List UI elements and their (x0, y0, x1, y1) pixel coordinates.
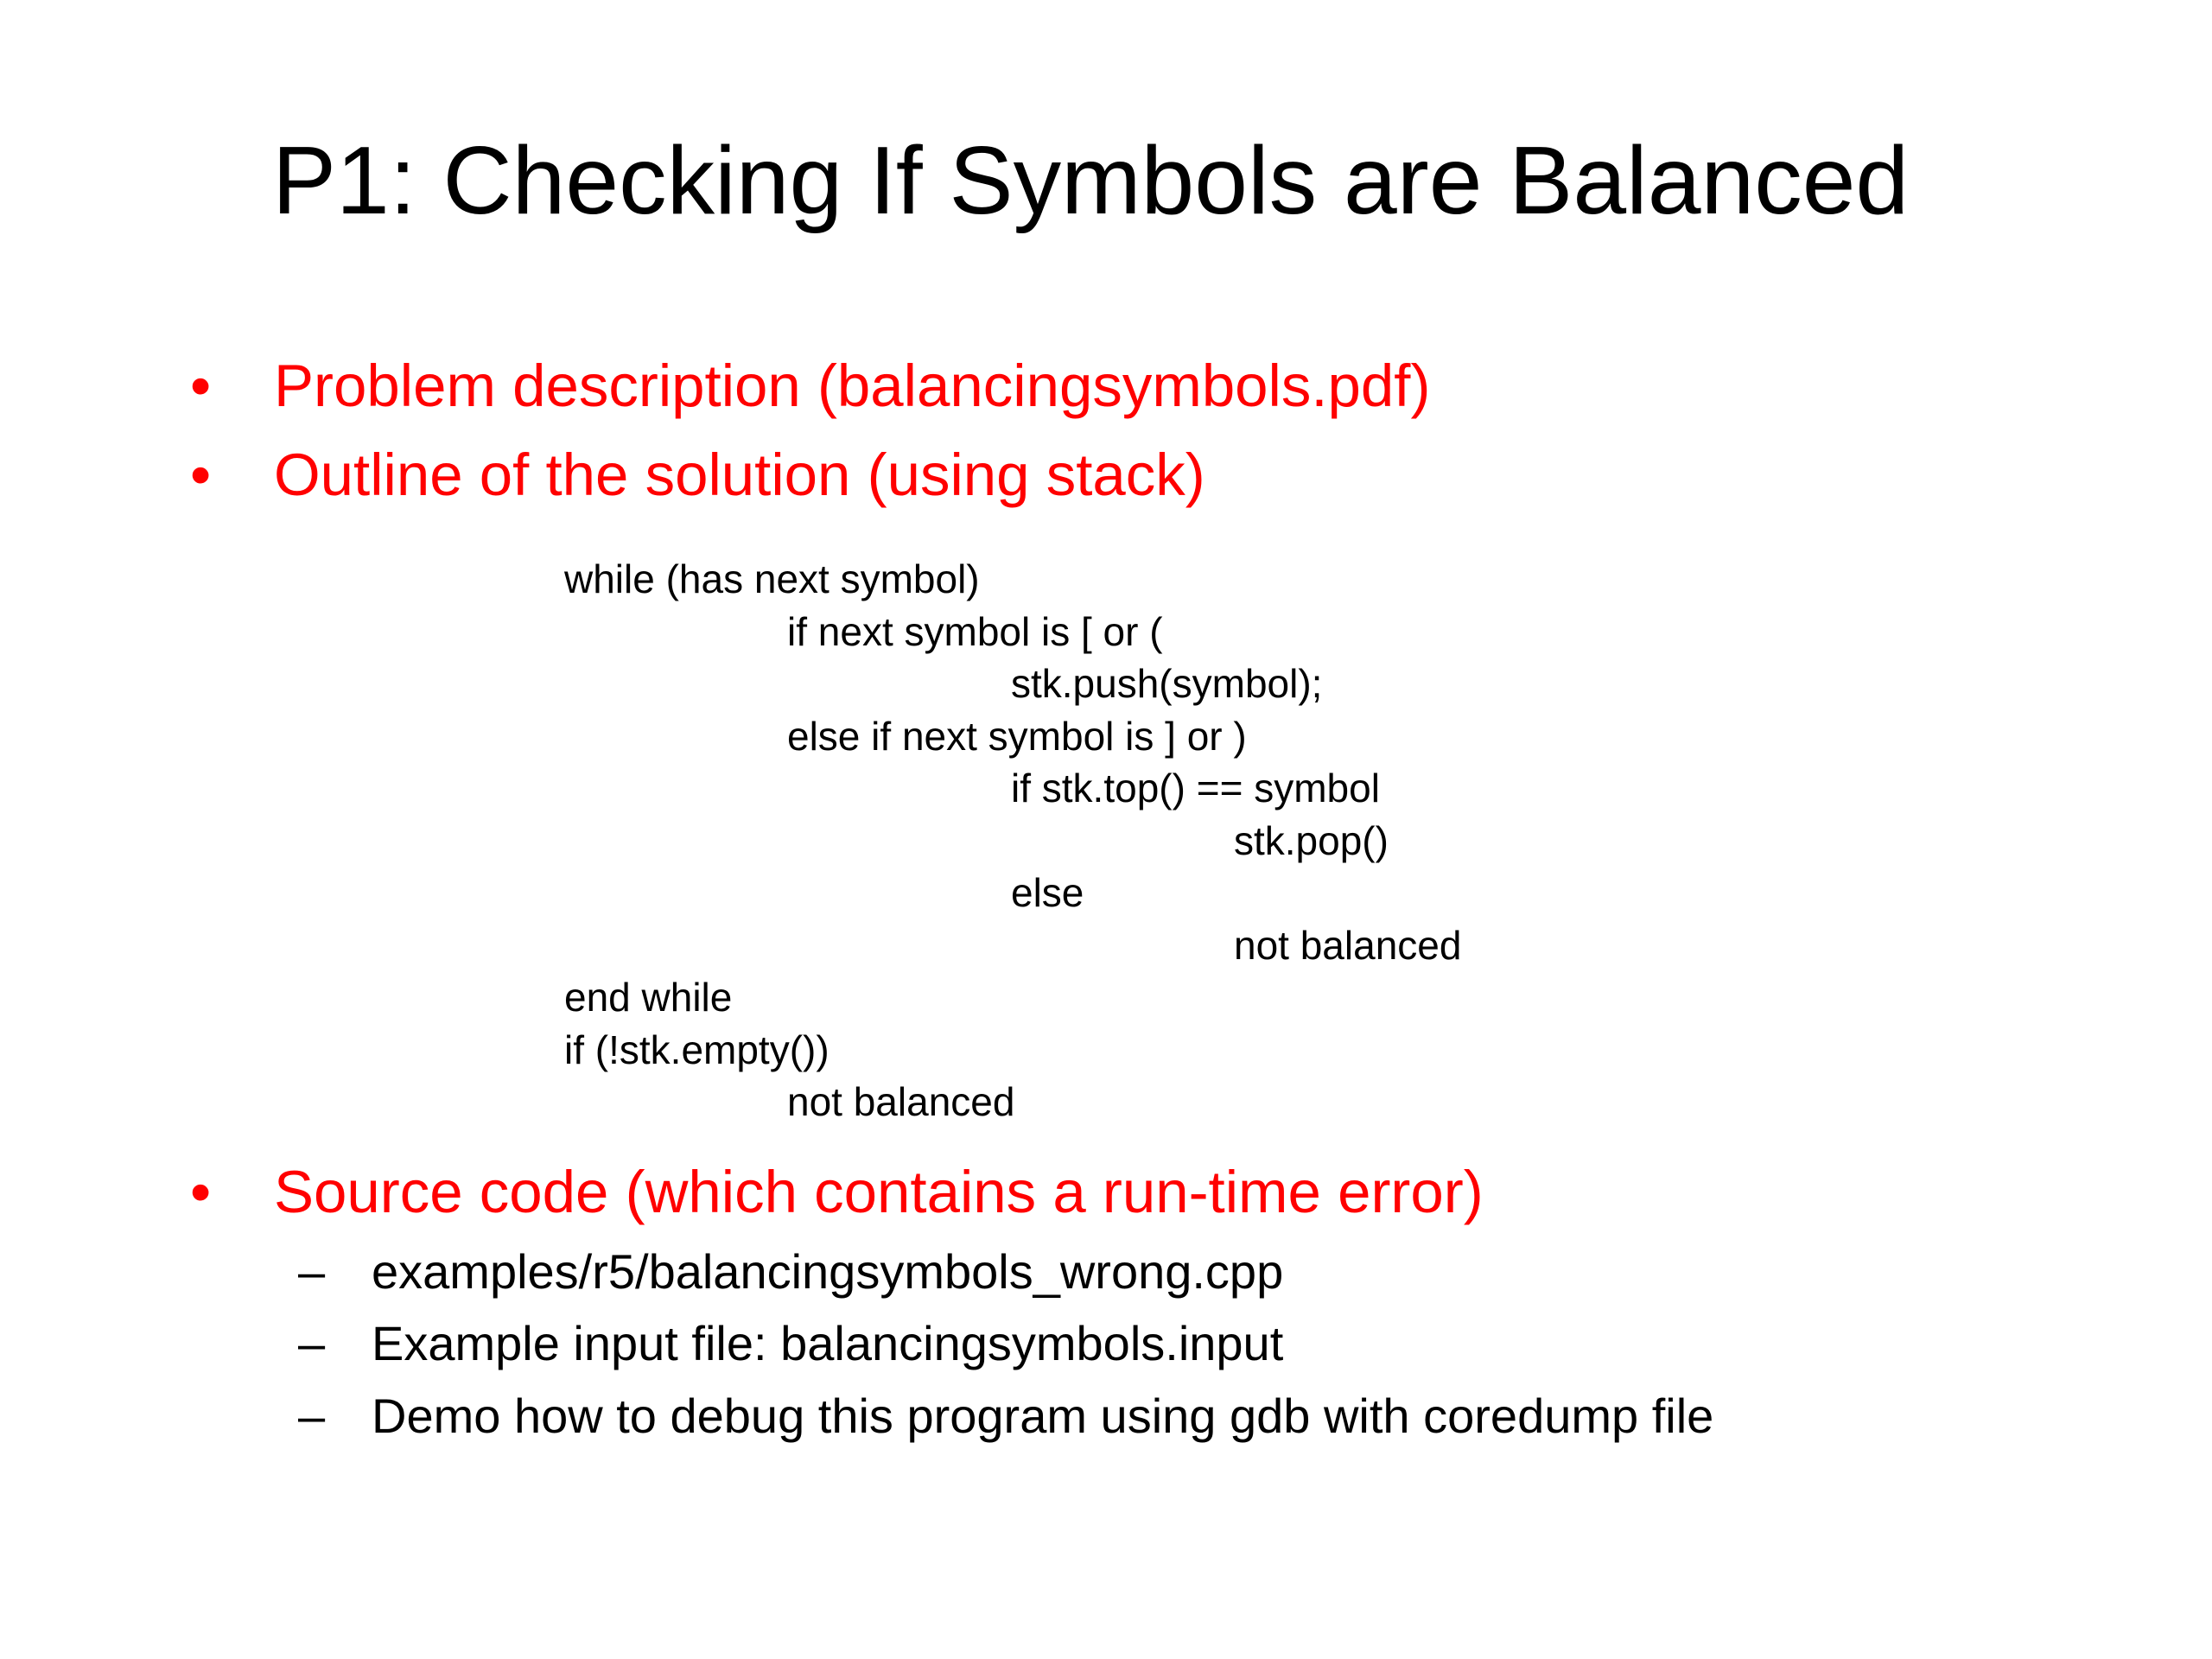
code-line: else if next symbol is ] or ) (787, 713, 1247, 759)
dash-icon: – (298, 1389, 326, 1443)
code-line: not balanced (787, 1079, 1015, 1124)
sub-item-text: examples/r5/balancingsymbols_wrong.cpp (372, 1244, 1284, 1299)
slide-title: P1: Checking If Symbols are Balanced (272, 127, 1910, 234)
pseudocode-block (564, 553, 1461, 1128)
dash-icon: – (298, 1316, 326, 1370)
code-line: not balanced (1234, 922, 1462, 968)
bullet-icon: • (190, 353, 212, 419)
code-line: while (has next symbol) (564, 556, 980, 601)
code-line: else (1011, 870, 1084, 915)
bullet-text: Outline of the solution (using stack) (274, 442, 1205, 508)
bullet-text: Problem description (balancingsymbols.pdf) (274, 353, 1431, 419)
code-line: stk.push(symbol); (1011, 661, 1323, 706)
sub-item-text: Demo how to debug this program using gdb with coredump file (372, 1389, 1714, 1443)
code-line: if stk.top() == symbol (1011, 766, 1380, 810)
dash-icon: – (298, 1244, 326, 1299)
bullet-icon: • (190, 1159, 212, 1225)
bullet-text: Source code (which contains a run-time error) (274, 1159, 1484, 1225)
sub-item-text: Example input file: balancingsymbols.input (372, 1316, 1284, 1370)
code-line: stk.pop() (1234, 817, 1389, 863)
code-line: end while (564, 975, 733, 1020)
code-line: if next symbol is [ or ( (787, 608, 1163, 654)
bullet-icon: • (190, 442, 212, 508)
code-line: if (!stk.empty()) (564, 1027, 830, 1072)
